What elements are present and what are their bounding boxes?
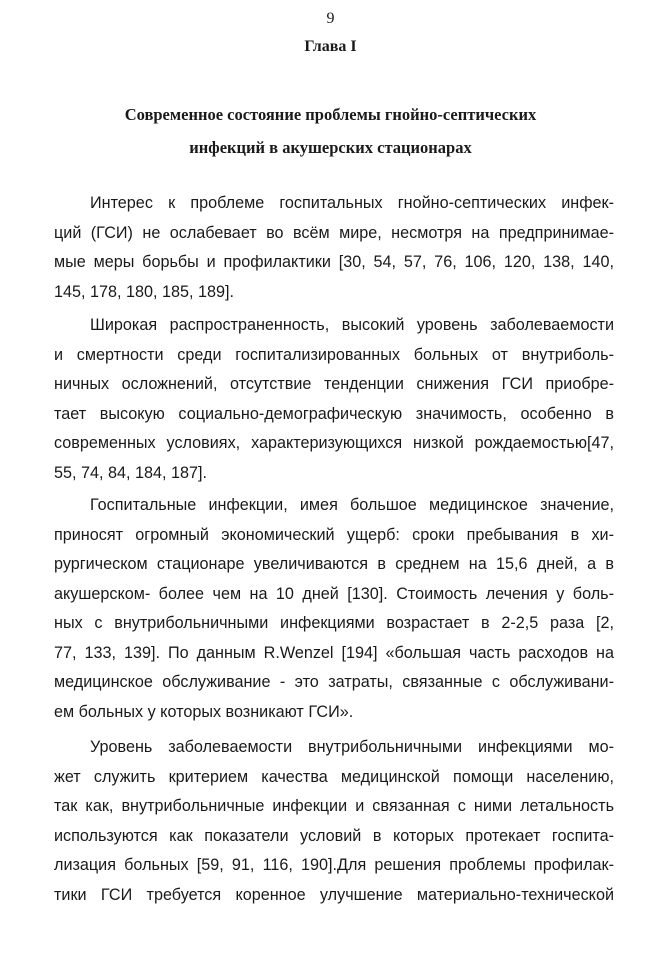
text-line: и смертности среди госпитализированных больных от внутриболь- bbox=[54, 345, 614, 364]
text-line: 55, 74, 84, 184, 187]. bbox=[54, 463, 208, 482]
paragraph-3 bbox=[54, 491, 614, 727]
chapter-heading: Глава I bbox=[304, 38, 357, 55]
section-title-line: инфекций в акушерских стационарах bbox=[189, 138, 472, 157]
text-line: Госпитальные инфекции, имея большое медицинское значение, bbox=[90, 496, 614, 514]
paragraph-2 bbox=[54, 311, 614, 488]
text-line: так как, внутрибольничные инфекции и связанная с ними летальность bbox=[54, 797, 614, 815]
text-line: ных с внутрибольничными инфекциями возрастает в 2-2,5 раза [2, bbox=[54, 614, 614, 632]
text-line: акушерском- более чем на 10 дней [130]. Стоимость лечения у боль- bbox=[54, 584, 614, 603]
paragraph-1 bbox=[54, 189, 614, 307]
text-line: тики ГСИ требуется коренное улучшение материально-технической bbox=[54, 885, 614, 904]
page-number: 9 bbox=[326, 10, 335, 27]
text-line: мые меры борьбы и профилактики [30, 54, 57, 76, 106, 120, 138, 140, bbox=[54, 253, 614, 271]
text-line: жет служить критерием качества медицинской помощи населению, bbox=[54, 767, 614, 786]
text-line: 77, 133, 139]. По данным R.Wenzel [194] «большая часть расходов на bbox=[54, 643, 614, 662]
text-line: используются как показатели условий в которых протекает госпита- bbox=[54, 826, 614, 845]
text-line: рургическом стационаре увеличиваются в среднем на 15,6 дней, а в bbox=[54, 555, 614, 573]
text-line: 145, 178, 180, 185, 189]. bbox=[54, 282, 235, 301]
text-line: Уровень заболеваемости внутрибольничными инфекциями мо- bbox=[90, 738, 614, 756]
text-line: медицинское обслуживание - это затраты, связанные с обслуживани- bbox=[54, 673, 614, 691]
text-line: тает высокую социально-демографическую значимость, особенно в bbox=[54, 404, 614, 423]
text-line: приносят огромный экономический ущерб: сроки пребывания в хи- bbox=[54, 525, 614, 544]
text-line: ем больных у которых возникают ГСИ». bbox=[54, 702, 354, 721]
text-line: современных условиях, характеризующихся низкой рождаемостью[47, bbox=[54, 434, 614, 452]
text-line: Широкая распространенность, высокий уровень заболеваемости bbox=[90, 316, 614, 334]
section-title-line: Современное состояние проблемы гнойно-септических bbox=[124, 105, 537, 124]
section-title bbox=[0, 98, 661, 164]
text-line: Интерес к проблеме госпитальных гнойно-септических инфек- bbox=[90, 194, 614, 212]
text-line: ничных осложнений, отсутствие тенденции снижения ГСИ приобре- bbox=[54, 375, 614, 393]
paragraph-4 bbox=[54, 733, 614, 910]
text-line: ций (ГСИ) не ослабевает во всём мире, несмотря на предпринимае- bbox=[54, 223, 614, 242]
text-line: лизация больных [59, 91, 116, 190].Для решения проблемы профилак- bbox=[54, 856, 614, 874]
